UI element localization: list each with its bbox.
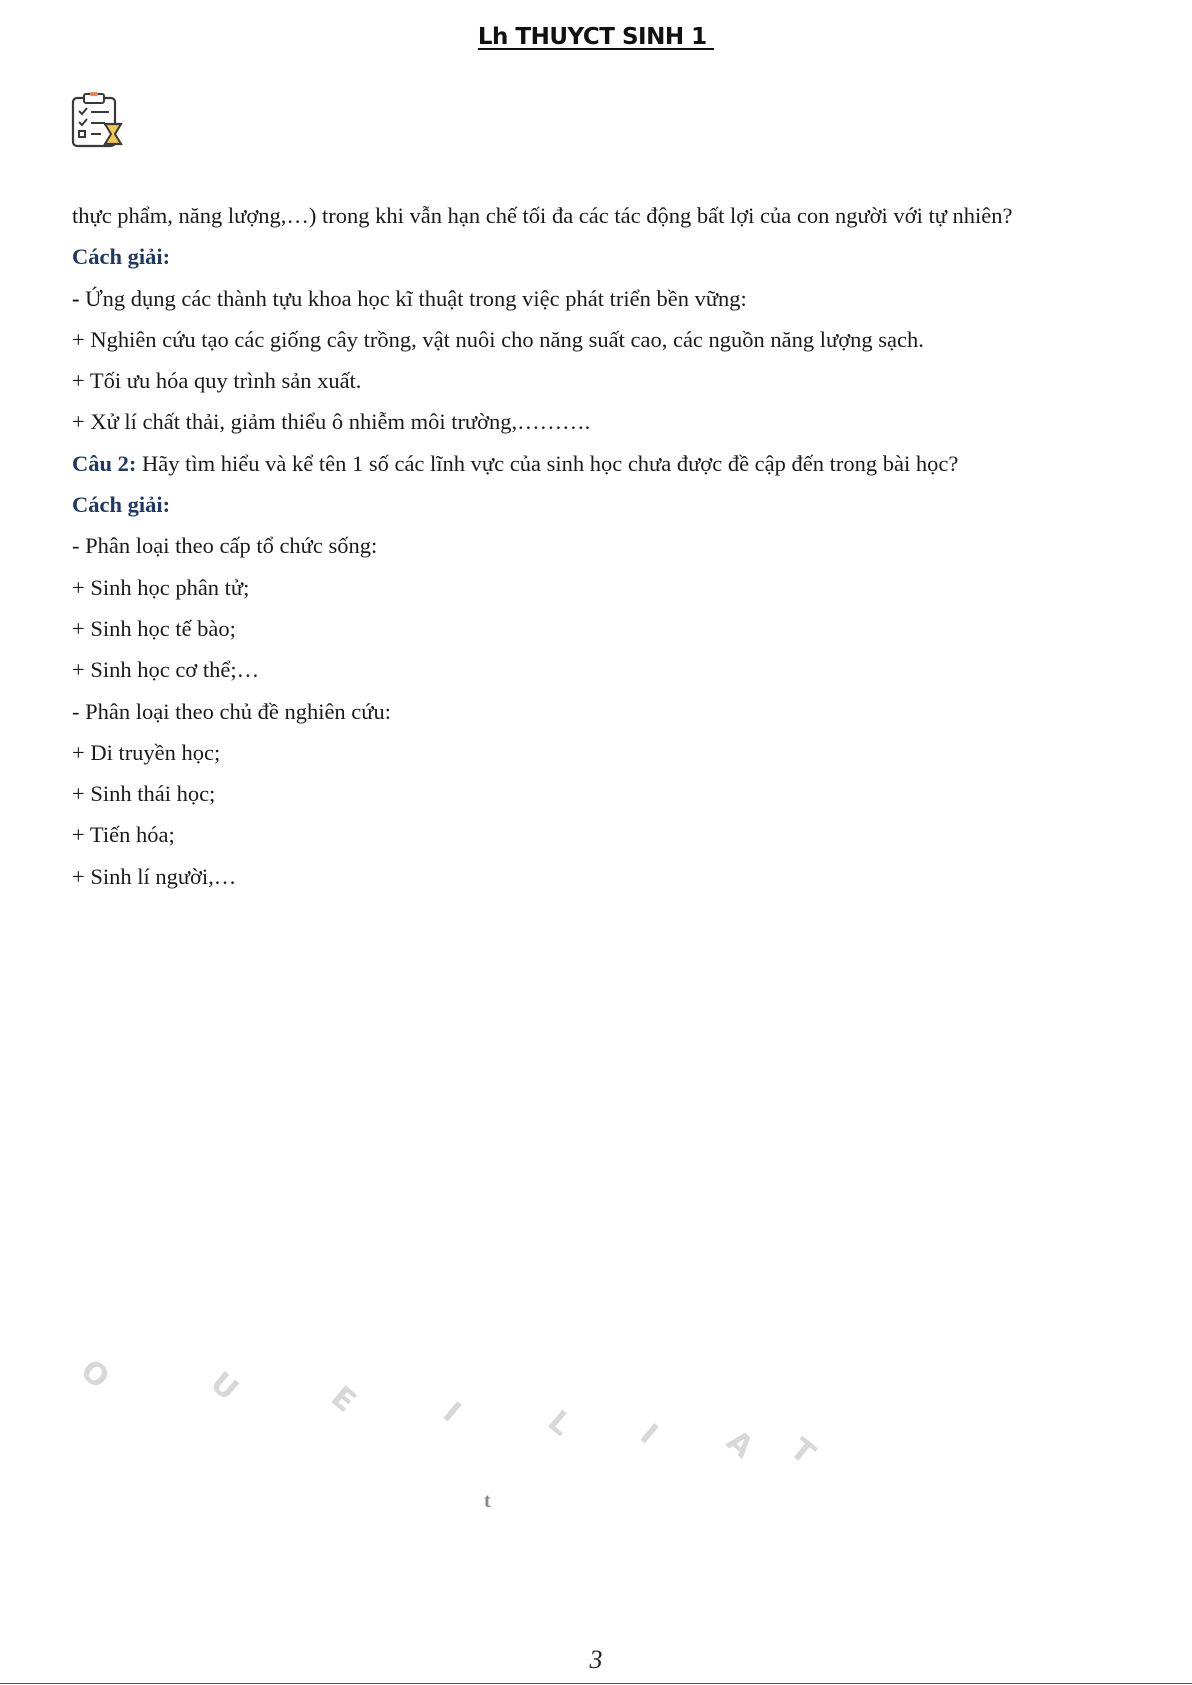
list-item: + Xử lí chất thải, giảm thiểu ô nhiễm môi trường,………. — [72, 409, 591, 435]
list-item: + Sinh học cơ thể;… — [72, 657, 260, 683]
solution-1-dash: - — [72, 285, 86, 311]
watermark-letter: L — [540, 1403, 579, 1444]
list-item: + Sinh học tế bào; — [72, 615, 236, 641]
question-2-label: Câu 2: — [72, 450, 137, 476]
watermark-letter: E — [324, 1379, 363, 1420]
solution-1-intro — [72, 278, 1152, 319]
stray-character: t — [484, 1490, 491, 1512]
solution-heading-1: Cách giải: — [72, 244, 171, 270]
list-item: + Tiến hóa; — [72, 822, 175, 848]
solution-heading-2: Cách giải: — [72, 492, 171, 518]
bottom-divider — [0, 1683, 1192, 1684]
paragraph-continuation: thực phẩm, năng lượng,…) trong khi vẫn hạn chế tối đa các tác động bất lợi của con người với tự nhiên? — [72, 203, 1013, 228]
document-body — [72, 195, 1152, 897]
list-item: + Sinh lí người,… — [72, 863, 237, 889]
question-2 — [72, 443, 1152, 484]
solution-2-intro-1: - Phân loại theo cấp tổ chức sống: — [72, 533, 378, 559]
list-item: + Sinh học phân tử; — [72, 574, 250, 600]
watermark-letter: A — [719, 1423, 760, 1466]
watermark-letter: T — [783, 1431, 822, 1472]
list-item: + Tối ưu hóa quy trình sản xuất. — [72, 368, 362, 394]
watermark-letter: U — [203, 1365, 245, 1408]
page-title: Lh THUYCT SINH 1 — [477, 24, 715, 50]
clipboard-checklist-icon — [71, 92, 127, 148]
list-item: + Sinh thái học; — [72, 781, 216, 807]
page-number: 3 — [589, 1645, 603, 1674]
solution-1-intro-text: Ứng dụng các thành tựu khoa học kĩ thuật trong việc phát triển bền vững: — [85, 285, 747, 311]
list-item: + Di truyền học; — [72, 739, 221, 765]
watermark-letter: I — [436, 1395, 468, 1430]
watermark-letter: O — [73, 1352, 116, 1397]
watermark-letter: I — [633, 1417, 665, 1452]
watermark — [0, 1345, 1192, 1472]
question-2-text: Hãy tìm hiểu và kể tên 1 số các lĩnh vực của sinh học chưa được đề cập đến trong bài học? — [136, 450, 959, 476]
solution-2-intro-2: - Phân loại theo chủ đề nghiên cứu: — [72, 698, 391, 724]
list-item: + Nghiên cứu tạo các giống cây trồng, vật nuôi cho năng suất cao, các nguồn năng lượng sạch. — [72, 326, 924, 352]
